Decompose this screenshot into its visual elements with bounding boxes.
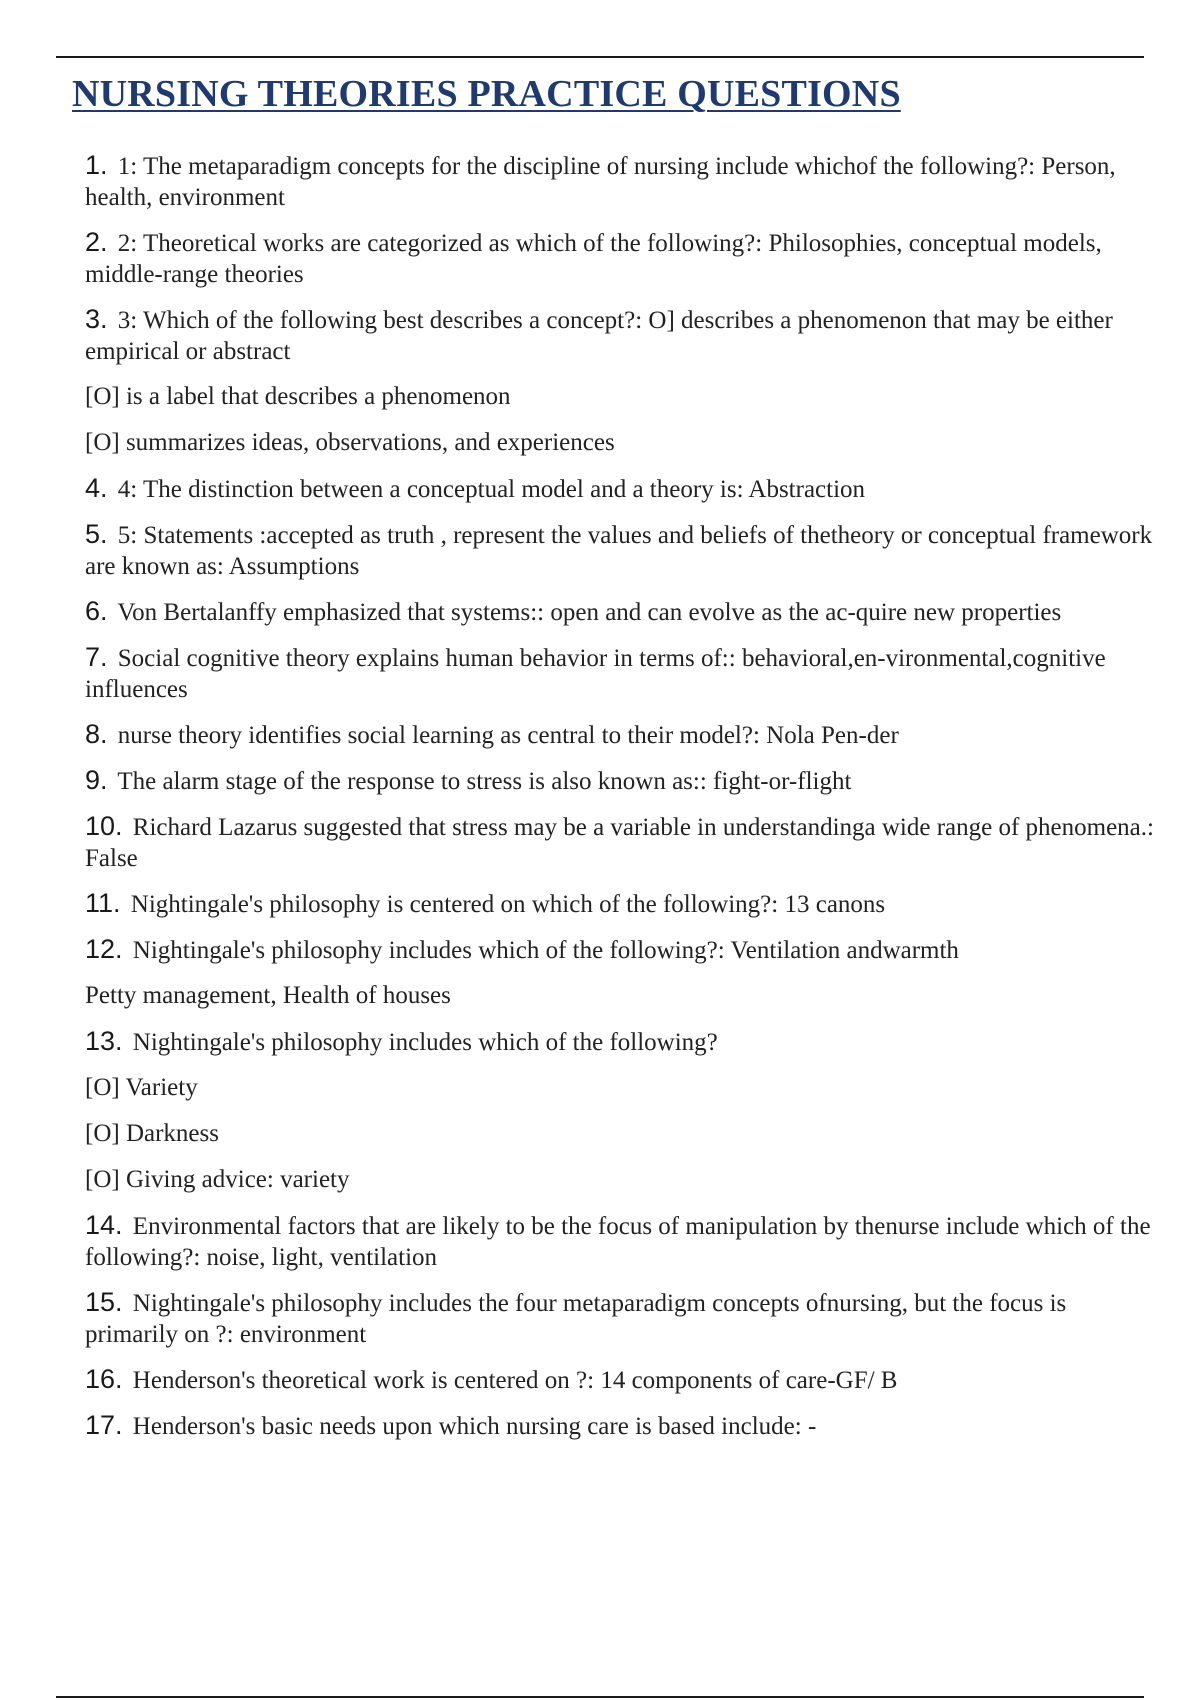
question-text: Nightingale's philosophy includes which of the following?: Ventilation andwarmth <box>132 937 959 964</box>
question-item <box>85 227 1155 290</box>
answer-option <box>85 980 1155 1011</box>
question-text: Nightingale's philosophy includes which of the following? <box>132 1029 718 1056</box>
question-number: 15. <box>85 1287 123 1317</box>
question-number: 6. <box>85 596 108 626</box>
question-item <box>85 473 1155 505</box>
question-item <box>85 1410 1155 1442</box>
bottom-rule <box>56 1696 1144 1698</box>
answer-option <box>85 1118 1155 1149</box>
question-item <box>85 811 1155 874</box>
page-title: NURSING THEORIES PRACTICE QUESTIONS <box>72 73 901 115</box>
option-text: [O] summarizes ideas, observations, and experiences <box>85 429 615 456</box>
question-text: 4: The distinction between a conceptual model and a theory is: Abstraction <box>117 476 866 503</box>
question-text: nurse theory identifies social learning as central to their model?: Nola Pen-der <box>117 722 899 749</box>
question-text: Von Bertalanffy emphasized that systems:: open and can evolve as the ac-quire new properties <box>117 599 1062 626</box>
question-number: 7. <box>85 642 108 672</box>
option-text: [O] is a label that describes a phenomenon <box>85 383 511 410</box>
question-number: 17. <box>85 1410 123 1440</box>
question-item <box>85 1287 1155 1350</box>
question-item <box>85 1210 1155 1273</box>
question-text: 1: The metaparadigm concepts for the discipline of nursing include whichof the following?: Person, health, environment <box>85 153 1116 211</box>
question-number: 16. <box>85 1364 123 1394</box>
top-rule <box>56 56 1144 58</box>
question-item <box>85 519 1155 582</box>
question-text: Nightingale's philosophy is centered on which of the following?: 13 canons <box>130 891 886 918</box>
answer-option <box>85 1164 1155 1195</box>
question-item <box>85 150 1155 213</box>
question-text: 3: Which of the following best describes a concept?: O] describes a phenomenon that may be either empirical or abstract <box>85 307 1113 365</box>
option-text: [O] Giving advice: variety <box>85 1166 350 1193</box>
question-number: 11. <box>85 888 121 918</box>
question-number: 3. <box>85 304 108 334</box>
question-text: Nightingale's philosophy includes the four metaparadigm concepts ofnursing, but the focus is primarily on ?: environment <box>85 1290 1067 1348</box>
question-item <box>85 765 1155 797</box>
question-text: The alarm stage of the response to stress is also known as:: fight-or-flight <box>117 768 852 795</box>
question-text: 5: Statements :accepted as truth , represent the values and beliefs of thetheory or conceptual framework are known as: Assumptions <box>85 522 1153 580</box>
question-text: Social cognitive theory explains human behavior in terms of:: behavioral,en-vironmental,cognitive influences <box>85 645 1106 703</box>
question-item <box>85 596 1155 628</box>
question-item <box>85 642 1155 705</box>
question-number: 10. <box>85 811 123 841</box>
question-item <box>85 1026 1155 1058</box>
question-item <box>85 934 1155 966</box>
question-item <box>85 719 1155 751</box>
question-item <box>85 304 1155 367</box>
question-text: Richard Lazarus suggested that stress may be a variable in understandinga wide range of phenomena.: False <box>85 814 1154 872</box>
question-item <box>85 1364 1155 1396</box>
question-number: 14. <box>85 1210 123 1240</box>
question-text: 2: Theoretical works are categorized as which of the following?: Philosophies, conceptual models, middle-range theories <box>85 230 1102 288</box>
question-text: Henderson's basic needs upon which nursing care is based include: - <box>132 1413 817 1440</box>
question-number: 2. <box>85 227 108 257</box>
option-text: [O] Darkness <box>85 1120 219 1147</box>
question-number: 12. <box>85 934 123 964</box>
option-text: [O] Variety <box>85 1074 198 1101</box>
answer-option <box>85 1072 1155 1103</box>
question-text: Henderson's theoretical work is centered on ?: 14 components of care-GF/ B <box>132 1367 898 1394</box>
answer-option <box>85 381 1155 412</box>
question-number: 1. <box>85 150 108 180</box>
option-text: Petty management, Health of houses <box>85 982 451 1009</box>
question-number: 8. <box>85 719 108 749</box>
question-number: 4. <box>85 473 108 503</box>
question-number: 9. <box>85 765 108 795</box>
question-text: Environmental factors that are likely to be the focus of manipulation by thenurse include which of the following?: noise, light, ventilation <box>85 1213 1151 1271</box>
question-item <box>85 888 1155 920</box>
question-number: 13. <box>85 1026 123 1056</box>
question-list <box>85 150 1155 1456</box>
answer-option <box>85 427 1155 458</box>
question-number: 5. <box>85 519 108 549</box>
